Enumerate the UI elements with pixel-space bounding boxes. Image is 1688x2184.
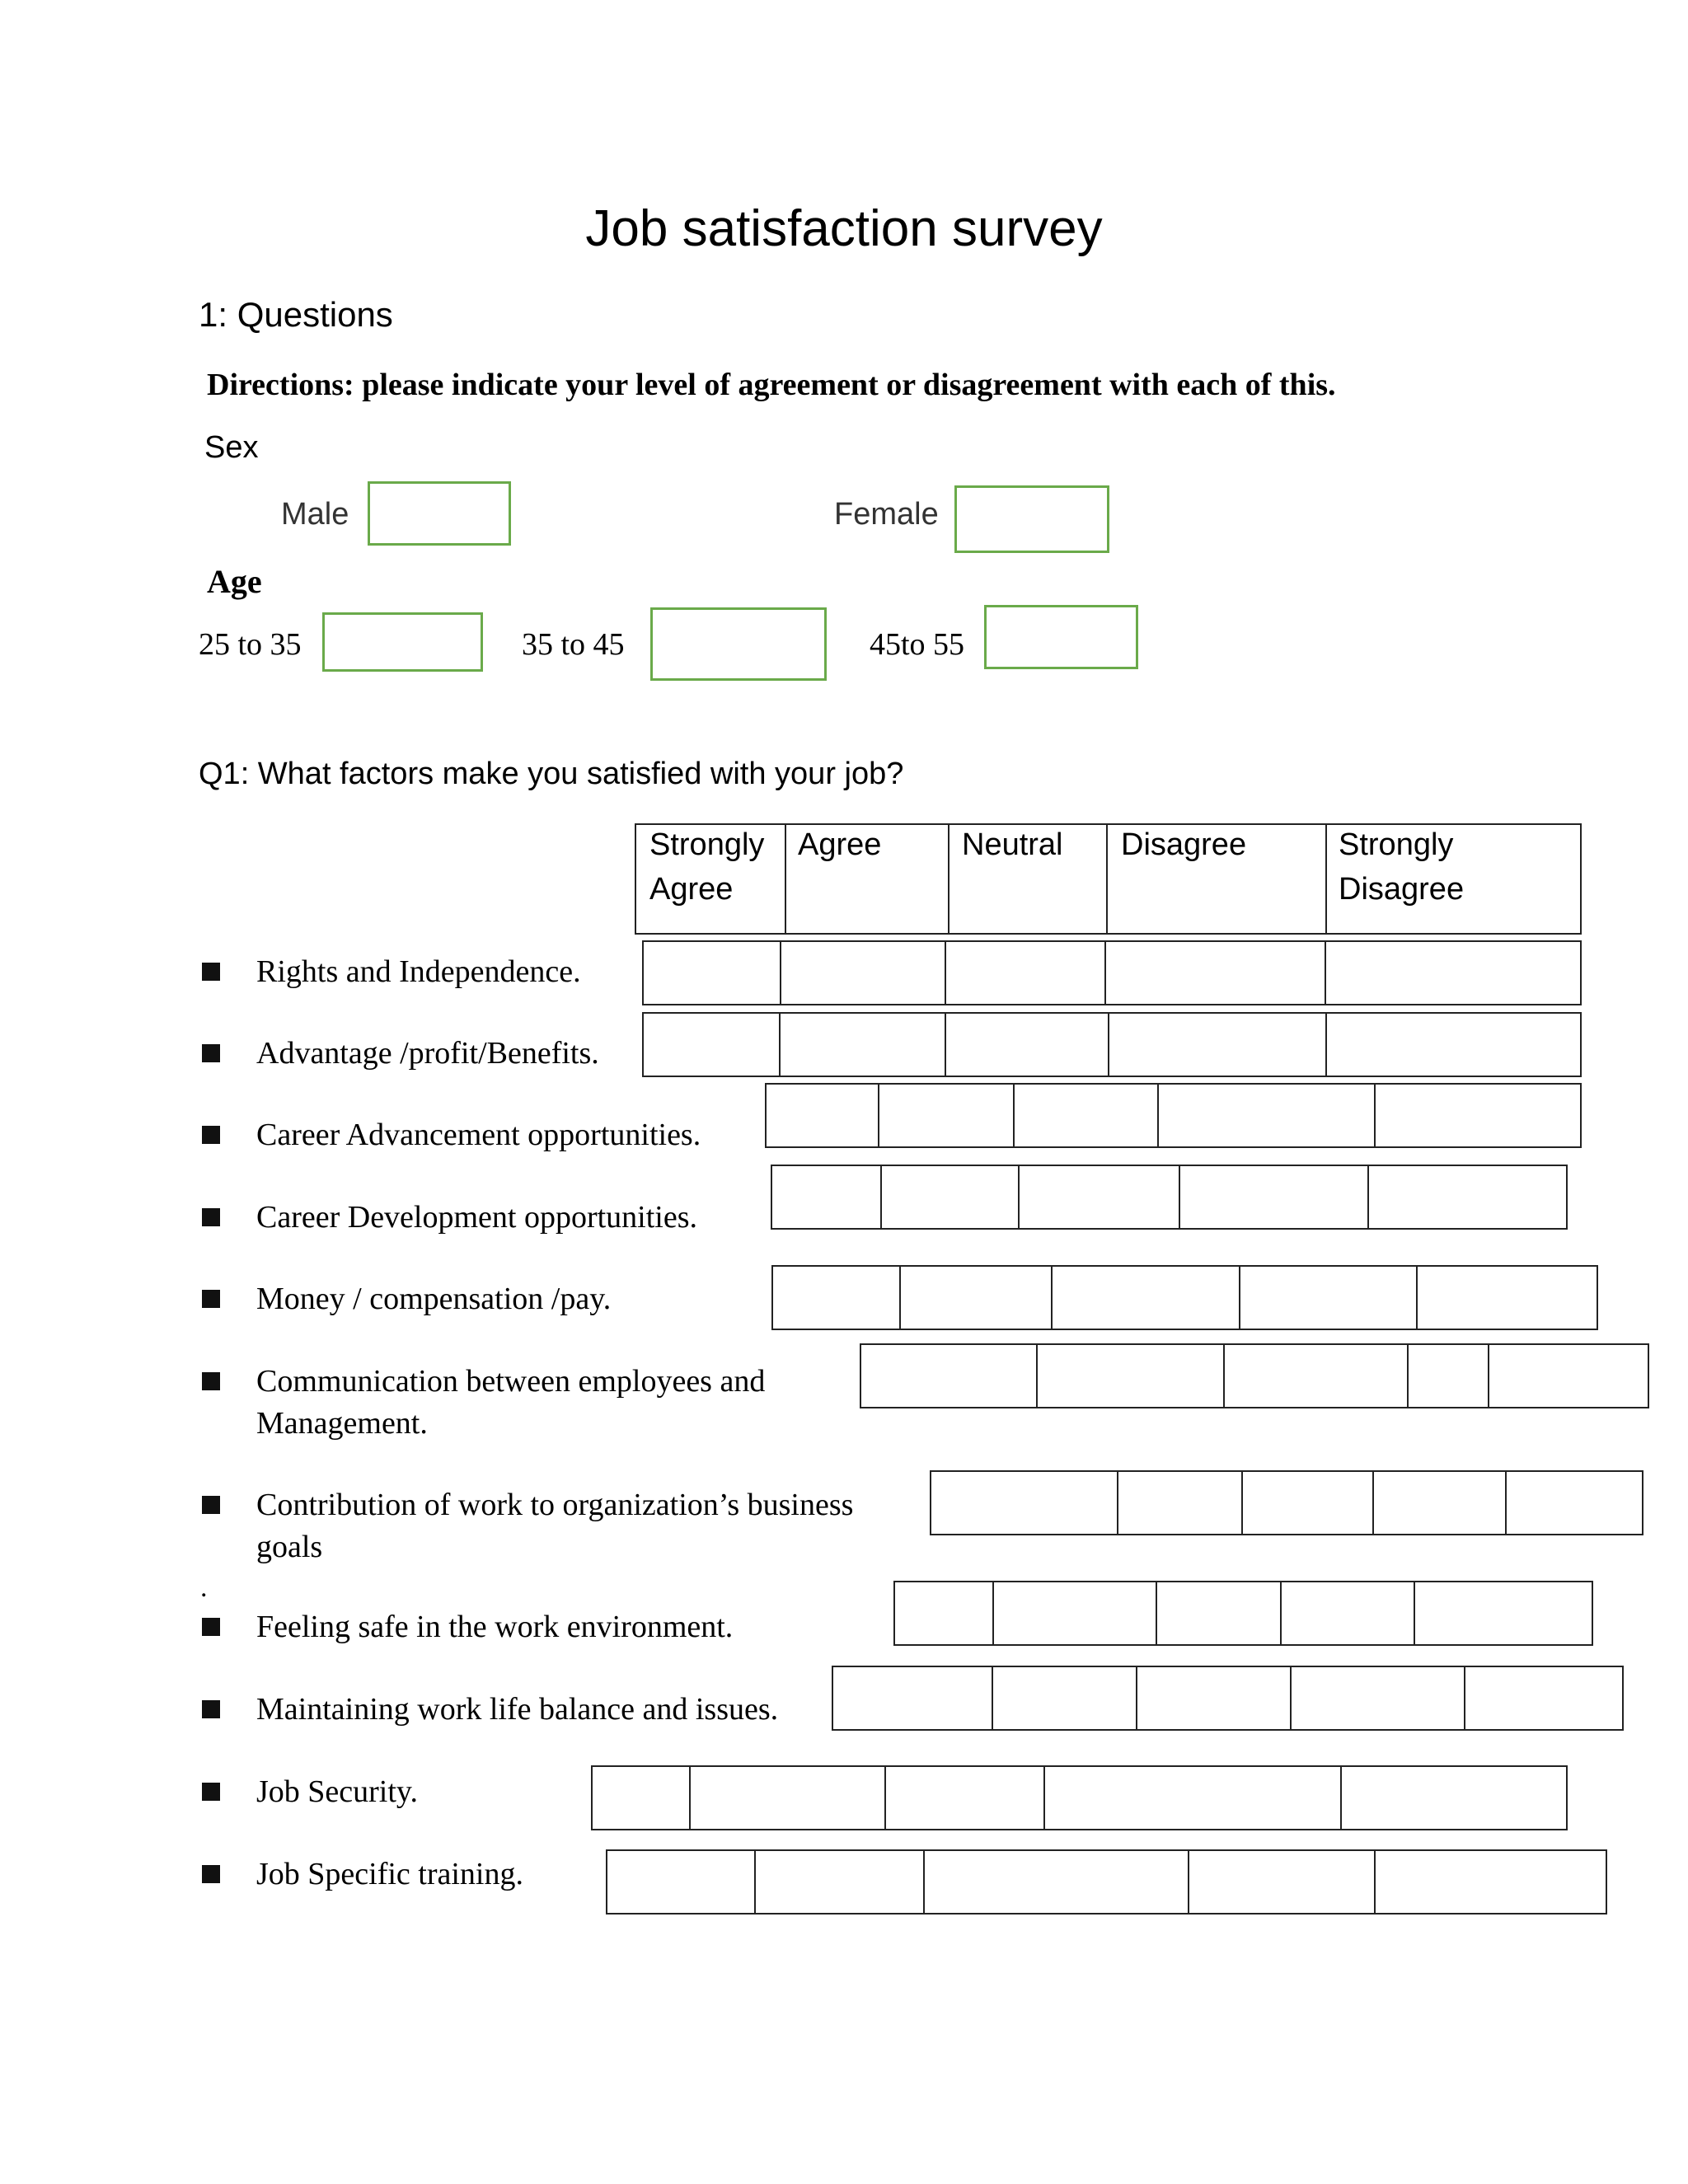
- item-label: Contribution of work to organization’s business goals: [256, 1488, 854, 1564]
- answer-cell[interactable]: [992, 1581, 1157, 1646]
- answer-cell[interactable]: [1108, 1012, 1327, 1077]
- item-label: Job Specific training.: [256, 1857, 523, 1891]
- answer-cell[interactable]: [1018, 1165, 1180, 1230]
- q1-question: Q1: What factors make you satisfied with your job?: [199, 757, 904, 791]
- answer-cell[interactable]: [1325, 1012, 1582, 1077]
- answer-cell[interactable]: [1367, 1165, 1568, 1230]
- bullet-icon: [202, 1496, 220, 1514]
- bullet-icon: [202, 1865, 220, 1883]
- bullet-icon: [202, 1618, 220, 1636]
- answer-cell[interactable]: [1239, 1265, 1418, 1330]
- answer-cell[interactable]: [945, 940, 1106, 1005]
- answer-cell[interactable]: [1156, 1581, 1282, 1646]
- directions-text: Directions: please indicate your level of agreement or disagreement with each of this.: [207, 368, 1336, 402]
- scale-neutral: Neutral: [962, 827, 1063, 862]
- answer-cell[interactable]: [945, 1012, 1109, 1077]
- answer-cell[interactable]: [880, 1165, 1020, 1230]
- answer-cell[interactable]: [1051, 1265, 1240, 1330]
- answer-cell[interactable]: [1290, 1666, 1465, 1731]
- scale-disagree: Disagree: [1121, 827, 1247, 862]
- item-label: Career Advancement opportunities.: [256, 1118, 701, 1152]
- answer-cell[interactable]: [780, 940, 946, 1005]
- scale-strongly-disagree: Strongly Disagree: [1339, 827, 1465, 907]
- answer-cell[interactable]: [771, 1265, 901, 1330]
- answer-cell[interactable]: [1374, 1083, 1582, 1148]
- answer-cell[interactable]: [1223, 1343, 1409, 1408]
- answer-cell[interactable]: [1104, 940, 1326, 1005]
- answer-cell[interactable]: [1136, 1666, 1292, 1731]
- answer-cell[interactable]: [1117, 1470, 1243, 1535]
- female-checkbox[interactable]: [954, 485, 1109, 553]
- item-label: Rights and Independence.: [256, 954, 581, 989]
- bullet-icon: [202, 963, 220, 981]
- answer-cell[interactable]: [1374, 1849, 1607, 1915]
- answer-cell[interactable]: [992, 1666, 1137, 1731]
- female-label: Female: [834, 497, 939, 532]
- answer-cell[interactable]: [1325, 940, 1582, 1005]
- answer-cell[interactable]: [1407, 1343, 1489, 1408]
- age-option-label: 35 to 45: [522, 627, 625, 662]
- answer-cell[interactable]: [1188, 1849, 1376, 1915]
- answer-cell[interactable]: [1505, 1470, 1643, 1535]
- item-label: Advantage /profit/Benefits.: [256, 1036, 599, 1071]
- answer-cell[interactable]: [1340, 1765, 1568, 1830]
- answer-cell[interactable]: [642, 940, 781, 1005]
- section-heading: 1: Questions: [199, 295, 393, 334]
- answer-cell[interactable]: [930, 1470, 1118, 1535]
- item-label: Money / compensation /pay.: [256, 1282, 612, 1316]
- age-label: Age: [207, 563, 262, 600]
- bullet-icon: [202, 1044, 220, 1062]
- item-label: Job Security.: [256, 1774, 418, 1809]
- answer-cell[interactable]: [642, 1012, 781, 1077]
- answer-cell[interactable]: [893, 1581, 994, 1646]
- bullet-icon: [202, 1783, 220, 1801]
- answer-cell[interactable]: [1157, 1083, 1376, 1148]
- column-divider: [785, 825, 786, 933]
- answer-cell[interactable]: [878, 1083, 1015, 1148]
- answer-cell[interactable]: [1464, 1666, 1624, 1731]
- answer-cell[interactable]: [606, 1849, 756, 1915]
- male-label: Male: [281, 497, 349, 532]
- bullet-icon: [202, 1290, 220, 1308]
- answer-cell[interactable]: [1416, 1265, 1598, 1330]
- age-45-55-checkbox[interactable]: [984, 605, 1138, 669]
- column-divider: [1106, 825, 1108, 933]
- answer-cell[interactable]: [832, 1666, 993, 1731]
- age-35-45-checkbox[interactable]: [650, 607, 827, 681]
- answer-cell[interactable]: [899, 1265, 1053, 1330]
- answer-cell[interactable]: [860, 1343, 1038, 1408]
- sex-label: Sex: [204, 430, 259, 465]
- item-label: Career Development opportunities.: [256, 1200, 698, 1235]
- column-divider: [1325, 825, 1327, 933]
- answer-cell[interactable]: [1414, 1581, 1593, 1646]
- male-checkbox[interactable]: [368, 481, 511, 546]
- bullet-icon: [202, 1208, 220, 1226]
- scale-strongly-agree: Strongly Agree: [649, 827, 765, 907]
- age-25-35-checkbox[interactable]: [322, 612, 483, 672]
- answer-cell[interactable]: [1013, 1083, 1159, 1148]
- bullet-icon: [202, 1700, 220, 1718]
- answer-cell[interactable]: [689, 1765, 886, 1830]
- answer-cell[interactable]: [754, 1849, 925, 1915]
- answer-cell[interactable]: [591, 1765, 691, 1830]
- answer-cell[interactable]: [1280, 1581, 1415, 1646]
- column-divider: [948, 825, 950, 933]
- page-title: Job satisfaction survey: [585, 200, 1103, 257]
- item-label: Maintaining work life balance and issues.: [256, 1692, 779, 1727]
- answer-cell[interactable]: [765, 1083, 879, 1148]
- answer-cell[interactable]: [1488, 1343, 1649, 1408]
- answer-cell[interactable]: [884, 1765, 1045, 1830]
- age-option-label: 25 to 35: [199, 627, 302, 662]
- bullet-icon: [202, 1126, 220, 1144]
- item-label: Feeling safe in the work environment.: [256, 1610, 734, 1644]
- item-label: Communication between employees and Management.: [256, 1364, 766, 1441]
- scale-agree: Agree: [798, 827, 882, 862]
- answer-cell[interactable]: [1179, 1165, 1369, 1230]
- answer-cell[interactable]: [1043, 1765, 1342, 1830]
- answer-cell[interactable]: [779, 1012, 946, 1077]
- bullet-icon: [202, 1372, 220, 1390]
- answer-cell[interactable]: [923, 1849, 1189, 1915]
- answer-cell[interactable]: [1036, 1343, 1225, 1408]
- stray-mark: .: [200, 1572, 208, 1603]
- age-option-label: 45to 55: [870, 627, 965, 662]
- answer-cell[interactable]: [1241, 1470, 1374, 1535]
- answer-cell[interactable]: [1372, 1470, 1507, 1535]
- answer-cell[interactable]: [771, 1165, 882, 1230]
